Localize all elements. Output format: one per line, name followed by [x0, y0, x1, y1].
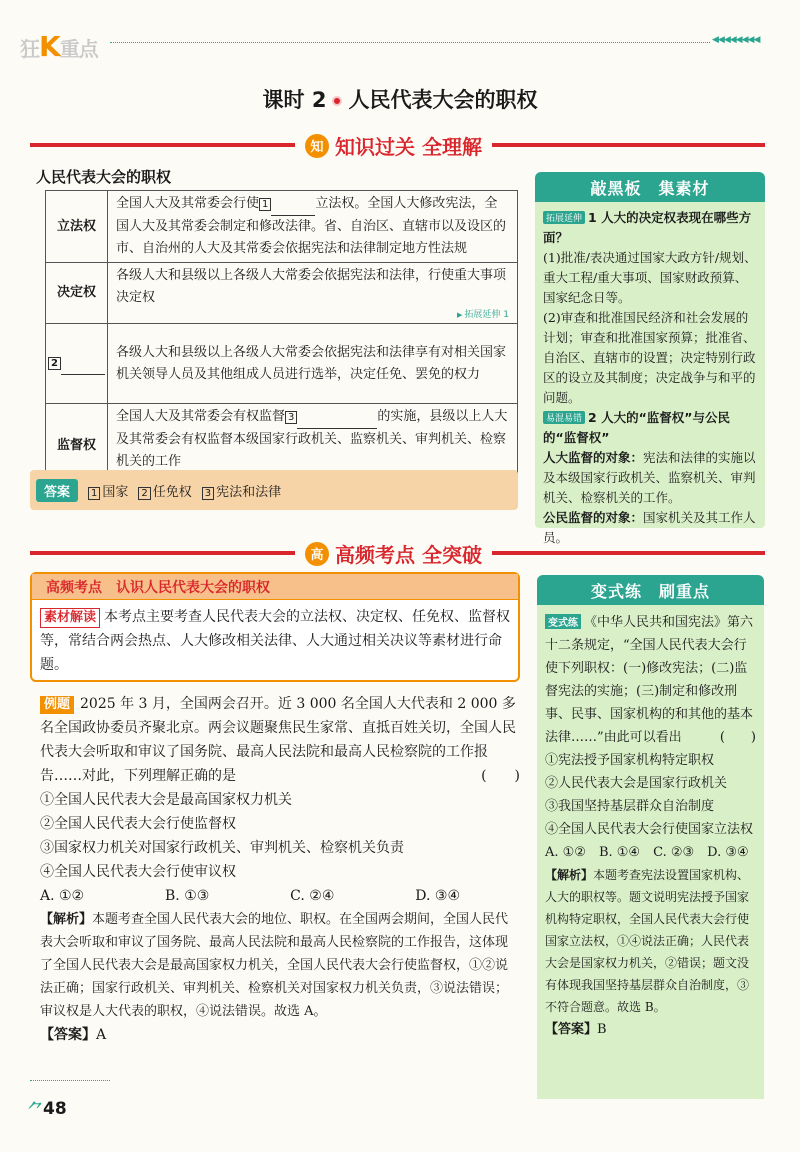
header-arrows: ◀◀◀◀◀◀◀◀ — [712, 35, 760, 45]
answer-item: 1 国家 — [88, 481, 128, 500]
statement: ③国家权力机关对国家行政机关、审判机关、检察机关负责 — [40, 840, 404, 856]
key-point-title: 高频考点 认识人民代表大会的职权 — [32, 574, 518, 600]
header-rule — [110, 42, 710, 43]
statement: ②人民代表大会是国家行政机关 — [545, 776, 728, 791]
option-a[interactable]: A. ①② — [40, 888, 85, 904]
section1-banner: 知 知识过关 全理解 — [295, 131, 492, 160]
tip-item-1: 拓展延伸 1 人大的决定权表现在哪些方面？ (1)批准/表决通过国家大政方针/规划、重大工程/重大事项、国家财政预算、国家纪念日等。 (2)审查和批准国民经济和社会发展的计划；审查和批准国家预算；批准省、自治区、直辖市的设置；决定特别行政区的设立及其制度；决定战争与和平的问题。 — [543, 210, 757, 405]
footer-rule — [30, 1080, 110, 1081]
practice-tag: 变式练 — [545, 614, 581, 629]
statement: ①宪法授予国家机构特定职权 — [545, 753, 715, 768]
knowledge-table — [45, 190, 518, 488]
option-c[interactable]: C. ②④ — [290, 888, 335, 904]
practice-panel-title: 变式练 刷重点 — [537, 575, 764, 605]
table-row: 决定权 各级人大和县级以上各级人大常委会依据宪法和法律，行使重大事项决定权 ▶ 拓展延伸 1 — [46, 263, 518, 324]
practice-answer-line: 【答案】B — [545, 1022, 607, 1037]
page-icon: ⺈ — [28, 1100, 44, 1118]
section1-icon: 知 — [305, 134, 329, 158]
answer-paren[interactable]: ( ) — [481, 768, 520, 784]
table-heading: 人民代表大会的职权 — [36, 168, 172, 186]
page-title: 课时 2 人民代表大会的职权 — [262, 88, 538, 112]
answer-item: 3 宪法和法律 — [202, 481, 281, 500]
answer-label: 答案 — [36, 479, 78, 502]
table-row: 2 各级人大和县级以上各级人大常委会依据宪法和法律享有对相关国家机关领导人员及其他组成人员进行选举，决定任免、罢免的权力 — [46, 324, 518, 404]
options-row — [40, 884, 460, 908]
row-label: 立法权 — [46, 191, 108, 263]
extension-tag[interactable]: ▶ 拓展延伸 1 — [116, 309, 509, 321]
statement: ②全国人民代表大会行使监督权 — [40, 816, 236, 832]
key-point-box: 高频考点 认识人民代表大会的职权 素材解读 本考点主要考查人民代表大会的立法权、决定权、任免权、监督权等，常结合两会热点、人大修改相关法律、人大通过相关决议等素材进行命题。 — [30, 572, 520, 682]
page-number: ⺈48 — [28, 1099, 67, 1119]
analysis: 【解析】本题考查全国人民代表大会的地位、职权。在全国两会期间，全国人民代表大会听取和审议了国务院、最高人民法院和最高人民检察院的工作报告，这体现了全国人民代表大会是最高国家权力机关，全国人民代表大会行使监督权，①②说法正确；国家行政机关、审判机关、检察机关对国家权力机关负责，③说法错误；审议权是人大代表的职权，④说法错误。故选 A。 — [40, 912, 509, 1019]
answer-line: 【答案】A — [40, 1027, 107, 1043]
tips-panel — [535, 172, 765, 545]
section2-banner: 高 高频考点 全突破 — [295, 539, 492, 568]
statement: ③我国坚持基层群众自治制度 — [545, 799, 715, 814]
title-dot-icon — [332, 96, 342, 106]
fill-blank[interactable] — [271, 193, 315, 216]
table-row: 监督权 全国人大及其常委会有权监督 3 的实施，县级以上人大及其常委会有权监督本级国家行政机关、监察机关、审判机关、检察机关的工作 ▶ — [46, 404, 518, 488]
material-tag: 素材解读 — [40, 608, 100, 628]
row-label: 决定权 — [46, 263, 108, 324]
statement: ①全国人民代表大会是最高国家权力机关 — [40, 792, 292, 808]
statement: ④全国人民代表大会行使审议权 — [40, 864, 236, 880]
option-d[interactable]: D. ③④ — [415, 888, 460, 904]
table-row: 立法权 全国人大及其常委会行使 1 立法权。全国人大修改宪法，全国人大及其常委会制定和修改法律。省、自治区、直辖市以及设区的市、自治州的人大及其常委会依据宪法和法律制定地方性法规 — [46, 191, 518, 263]
row-label-blank: 2 — [46, 324, 108, 404]
fill-blank[interactable] — [297, 406, 377, 429]
brand-logo: 狂K重点 — [20, 30, 98, 63]
practice-panel: 变式练 刷重点 变式练 《中华人民共和国宪法》第六十二条规定，“全国人民代表大会行使下列职权：(一)修改宪法；(二)监督宪法的实施；(三)制定和修改刑事、民事、国家机构的和其他的基本法律……”由此可以看出 ( ) ①宪法授予国家机构特定职权 ②人民代表大会是国家行政机关 ③我国坚持基层群众自治制度 ④全国人民代表大会行使国家立法权 A. ①② B. ①④ C. ②③ D. ③④ 【解析】本题考查宪法设置国家机构、人大的职权等。题文说明宪法授予国家机构特定职权，全国人民代表大会行使国家立法权，①④说法正确；人民代表大会是国家权力机关，②错误；题文没有体现我国坚持基层群众自治制度，③不符合题意。故选 B。 【答案】B — [537, 575, 764, 1099]
practice-options[interactable]: A. ①② B. ①④ C. ②③ D. ③④ — [545, 845, 749, 860]
tip-item-2: 易混易错 2 人大的“监督权”与公民的“监督权” 人大监督的对象：宪法和法律的实施以及本级国家行政机关、监察机关、审判机关、检察机关的工作。 公民监督的对象：国家机关及其工作人员。 — [543, 410, 756, 545]
statement: ④全国人民代表大会行使国家立法权 — [545, 822, 754, 837]
answer-bar — [30, 470, 518, 510]
option-b[interactable]: B. ①③ — [165, 888, 210, 904]
practice-answer-paren[interactable]: ( ) — [719, 730, 756, 745]
practice-analysis: 【解析】本题考查宪法设置国家机构、人大的职权等。题文说明宪法授予国家机构特定职权，全国人民代表大会行使国家立法权，①④说法正确；人民代表大会是国家权力机关，②错误；题文没有体现我国坚持基层群众自治制度，③不符合题意。故选 B。 — [545, 868, 750, 1014]
row-label: 监督权 — [46, 404, 108, 488]
fill-blank[interactable] — [61, 352, 105, 375]
section2-icon: 高 — [305, 542, 329, 566]
example-question: 例题 2025 年 3 月，全国两会召开。近 3 000 名全国人大代表和 2 000 多名全国政协委员齐聚北京。两会议题聚焦民生家常、直抵百姓关切，全国人民代表大会听取和审议了国务院、最高人民法院和最高人民检察院的工作报告……对此，下列理解正确的是 ( ) ①全国人民代表大会是最高国家权力机关 ②全国人民代表大会行使监督权 ③国家权力机关对国家行政机关、审判机关、检察机关负责 ④全国人民代表大会行使审议权 A. ①② B. ①③ C. ②④ D. ③④ 【解析】本题考查全国人民代表大会的地位、职权。在全国两会期间，全国人民代表大会听取和审议了国务院、最高人民法院和最高人民检察院的工作报告，这体现了全国人民代表大会是最高国家权力机关，全国人民代表大会行使监督权，①②说法正确；国家行政机关、审判机关、检察机关对国家权力机关负责，③说法错误；审议权是人大代表的职权，④说法错误。故选 A。 【答案】A — [40, 692, 520, 1047]
tips-panel-title: 敲黑板 集素材 — [535, 172, 765, 202]
answer-item: 2 任免权 — [138, 481, 191, 500]
example-tag: 例题 — [40, 696, 74, 714]
